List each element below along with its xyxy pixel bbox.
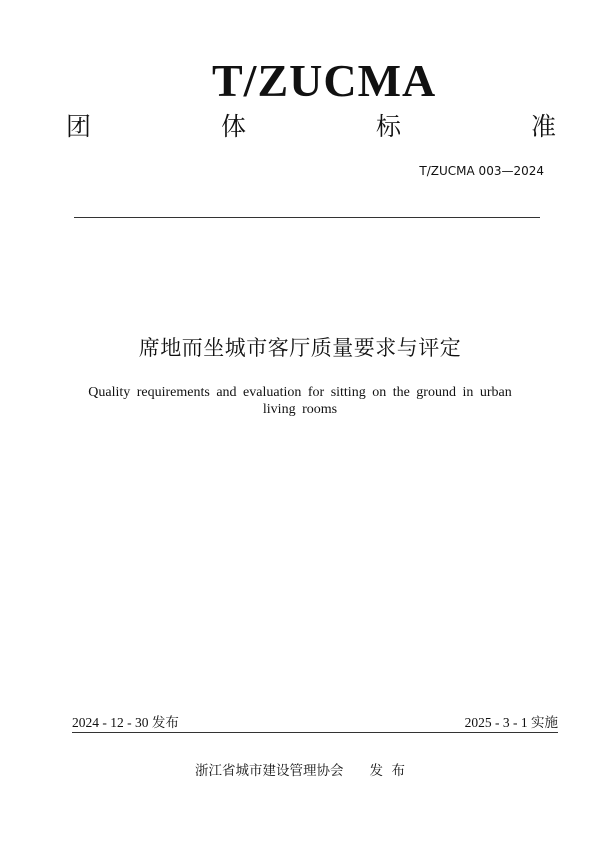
standard-number: T/ZUCMA 003—2024 [419,164,544,178]
standard-type-char-3: 标 [375,112,401,141]
document-title-english [80,384,520,418]
english-title-line-2: living rooms [262,402,338,417]
standard-type-char-2: 体 [220,112,246,141]
standard-type-heading [66,114,556,139]
publisher-line [0,765,600,779]
publisher-action: 发 布 [369,763,406,779]
standard-type-char-1: 团 [66,112,92,141]
standard-type-char-4: 准 [530,112,556,141]
organization-logo: T/ZUCMA [212,55,437,106]
effective-date: 2025 - 3 - 1 实施 [464,715,558,730]
publish-date: 2024 - 12 - 30 发布 [72,715,179,730]
english-title-line-1: Quality requirements and evaluation for sitting on the ground in urban [88,385,512,400]
date-row [72,716,558,730]
publisher-name: 浙江省城市建设管理协会 [194,763,344,779]
footer-divider [72,732,558,733]
document-title-chinese: 席地而坐城市客厅质量要求与评定 [138,336,462,360]
header-divider [74,217,540,218]
